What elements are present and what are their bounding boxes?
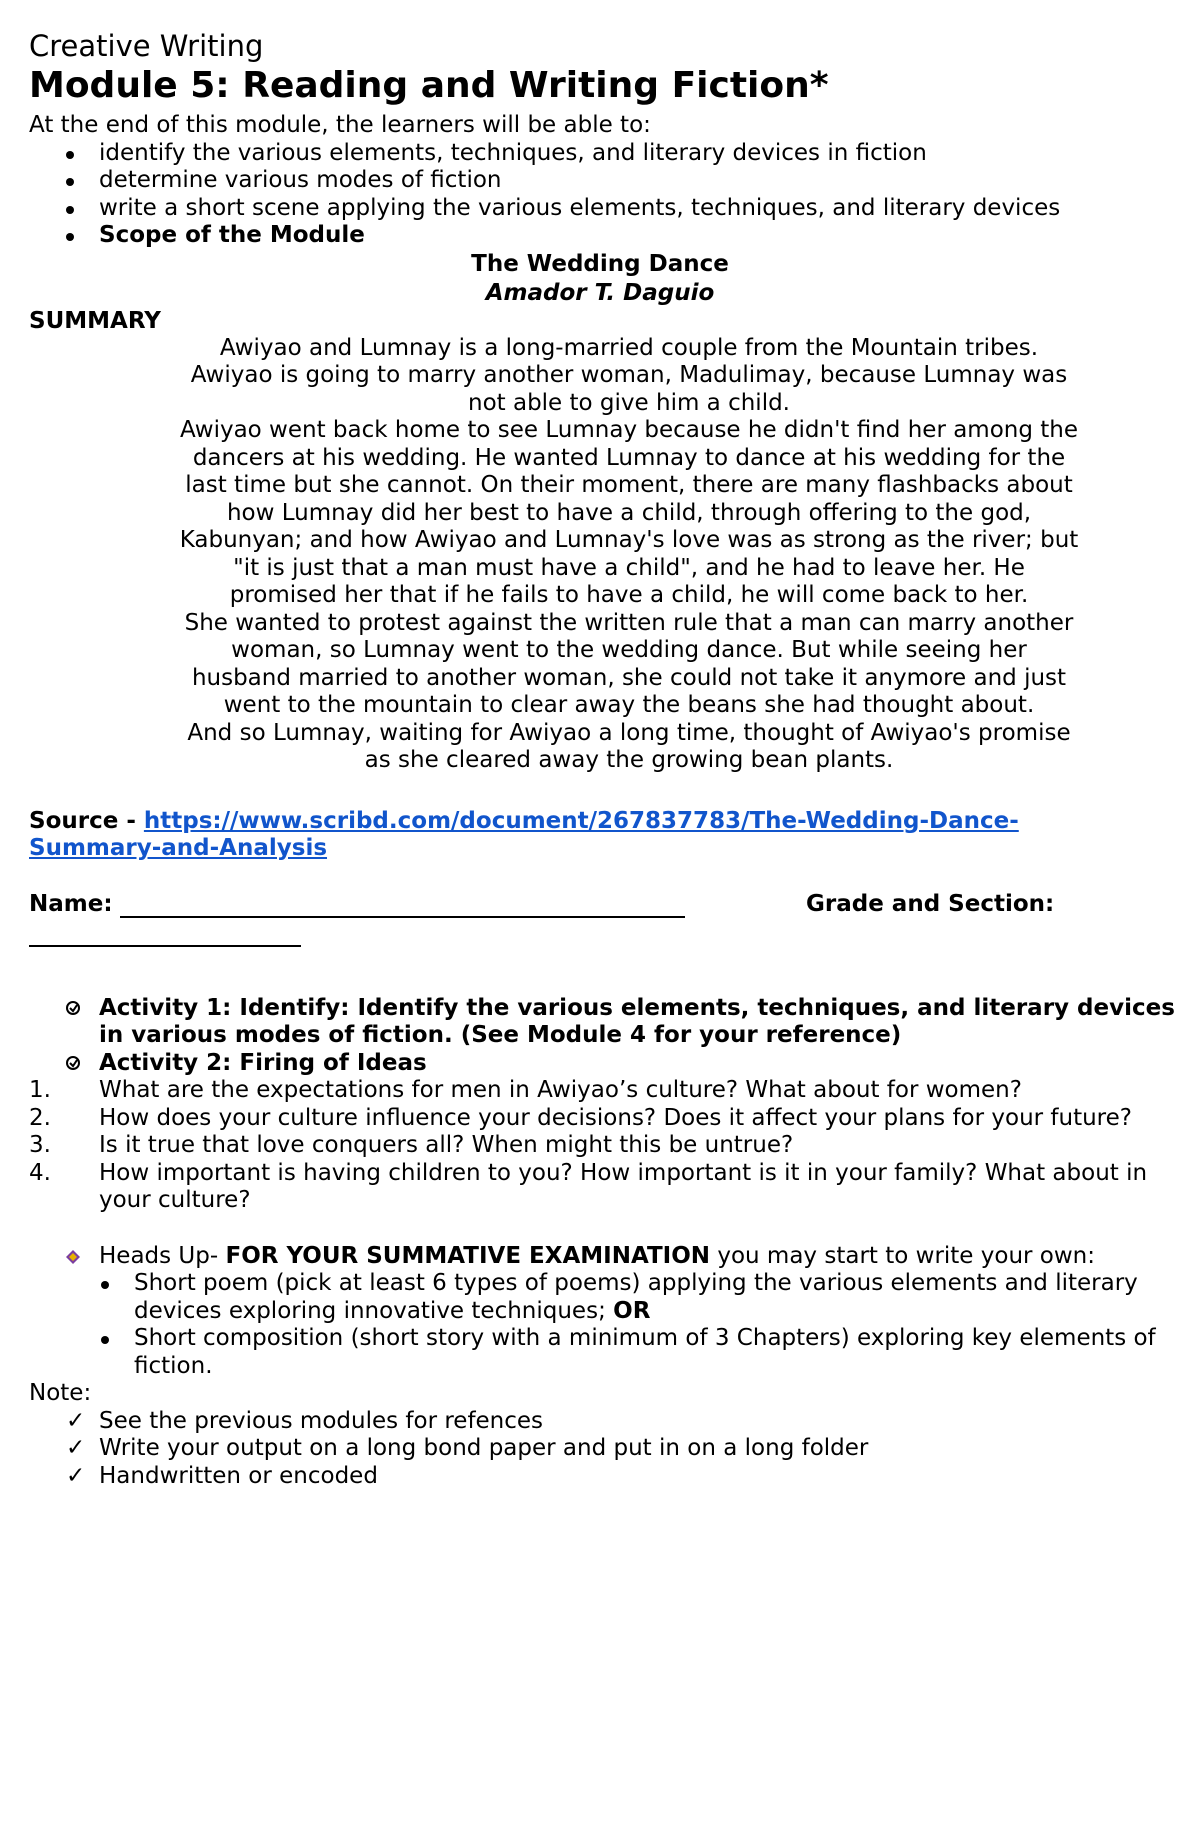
story-title: The Wedding Dance xyxy=(471,250,729,277)
heads-up: Heads Up- FOR YOUR SUMMATIVE EXAMINATION you may start to write your own: xyxy=(29,1243,1200,1271)
activity-2: Activity 2: Firing of Ideas xyxy=(29,1050,1200,1078)
bullet-icon xyxy=(66,233,74,241)
bullet-icon xyxy=(101,1336,109,1344)
list-item: 1. What are the expectations for men in Awiyao’s culture? What about for women? xyxy=(29,1077,1022,1103)
list-item: write a short scene applying the various elements, techniques, and literary devices xyxy=(29,195,1200,223)
scope-heading: Scope of the Module xyxy=(99,222,365,248)
list-item: ✓ See the previous modules for refences xyxy=(66,1407,544,1434)
summary-paragraph: Awiyao and Lumnay is a long-married couple from the Mountain tribes. Awiyao is going to marry another woman, Madulimay, because Lumnay was not able to give him a child. xyxy=(190,334,1068,416)
activities-section xyxy=(29,995,1200,1215)
arrow-bullet-icon xyxy=(66,1250,80,1264)
name-label: Name: xyxy=(29,890,113,917)
summary-paragraph: And so Lumnay, waiting for Awiyao a long time, thought of Awiyao's promise as she cleared away the growing bean plants. xyxy=(187,719,1071,773)
summary-heading: SUMMARY xyxy=(29,307,161,334)
grade-section-field[interactable] xyxy=(29,925,301,947)
summary-paragraph: Awiyao went back home to see Lumnay because he didn't find her among the dancers at his wedding. He wanted Lumnay to dance at his wedding for the last time but she cannot. On their moment, there are many flashbacks about how Lumnay did her best to have a child, through offering to the god, Kabunyan; and how Awiyao and Lumnay's love was as strong as the river; but "it is just that a man must have a child", and he had to leave her. He promised her that if he fails to have a child, he will come back to her. xyxy=(179,417,1079,608)
module-title: Module 5: Reading and Writing Fiction* xyxy=(29,65,829,106)
summary-paragraph: She wanted to protest against the written rule that a man can marry another woman, so Lumnay went to the wedding dance. But while seeing her husband married to another woman, she could not take it anymore and just went to the mountain to clear away the beans she had thought about. xyxy=(184,609,1074,718)
question-list xyxy=(29,1077,1200,1215)
bullet-icon xyxy=(66,151,74,159)
bullet-icon xyxy=(66,178,74,186)
grade-section-label: Grade and Section: xyxy=(806,890,1055,917)
list-item: determine various modes of fiction xyxy=(29,167,1200,195)
list-item: 4. How important is having children to you? How important is it in your family? What about in your culture? xyxy=(29,1159,1148,1213)
bullet-icon xyxy=(101,1281,109,1289)
activity-1: Activity 1: Identify: Identify the various elements, techniques, and literary devices in various modes of fiction. (See Module 4 for your reference) xyxy=(29,995,1200,1050)
list-item: ✓ Handwritten or encoded xyxy=(66,1462,378,1489)
list-item: ✓ Write your output on a long bond paper and put in on a long folder xyxy=(66,1435,869,1461)
source-label: Source - xyxy=(29,807,144,834)
subject-title: Creative Writing xyxy=(29,29,264,63)
list-item: 2. How does your culture influence your decisions? Does it affect your plans for your future? xyxy=(29,1104,1132,1131)
name-row xyxy=(29,891,1200,919)
source-link[interactable]: https://www.scribd.com/document/267837783/The-Wedding-Dance- Summary-and-Analysis xyxy=(29,807,1019,861)
bullet-icon xyxy=(66,206,74,214)
note-list xyxy=(29,1408,1200,1491)
list-item: Short poem (pick at least 6 types of poems) applying the various elements and literary devices exploring innovative techniques; OR xyxy=(29,1270,1200,1325)
name-field[interactable] xyxy=(120,892,685,918)
list-item: identify the various elements, techniques, and literary devices in fiction xyxy=(29,140,1200,168)
story-author: Amador T. Daguio xyxy=(485,279,715,306)
source-citation xyxy=(29,808,1200,863)
note-label: Note: xyxy=(29,1380,92,1406)
list-item xyxy=(29,222,1200,250)
list-item: 3. Is it true that love conquers all? When might this be untrue? xyxy=(29,1132,794,1158)
pen-icon xyxy=(65,1000,81,1016)
objectives-list xyxy=(29,140,1200,250)
summary-body xyxy=(179,335,1079,775)
summative-options xyxy=(29,1270,1200,1380)
list-item: Short composition (short story with a minimum of 3 Chapters) exploring key elements of fiction. xyxy=(29,1325,1200,1380)
pen-icon xyxy=(65,1055,81,1071)
checkmark-icon: ✓ xyxy=(66,1407,86,1434)
objectives-intro: At the end of this module, the learners will be able to: xyxy=(29,112,651,138)
checkmark-icon: ✓ xyxy=(66,1462,86,1489)
checkmark-icon: ✓ xyxy=(66,1435,86,1461)
